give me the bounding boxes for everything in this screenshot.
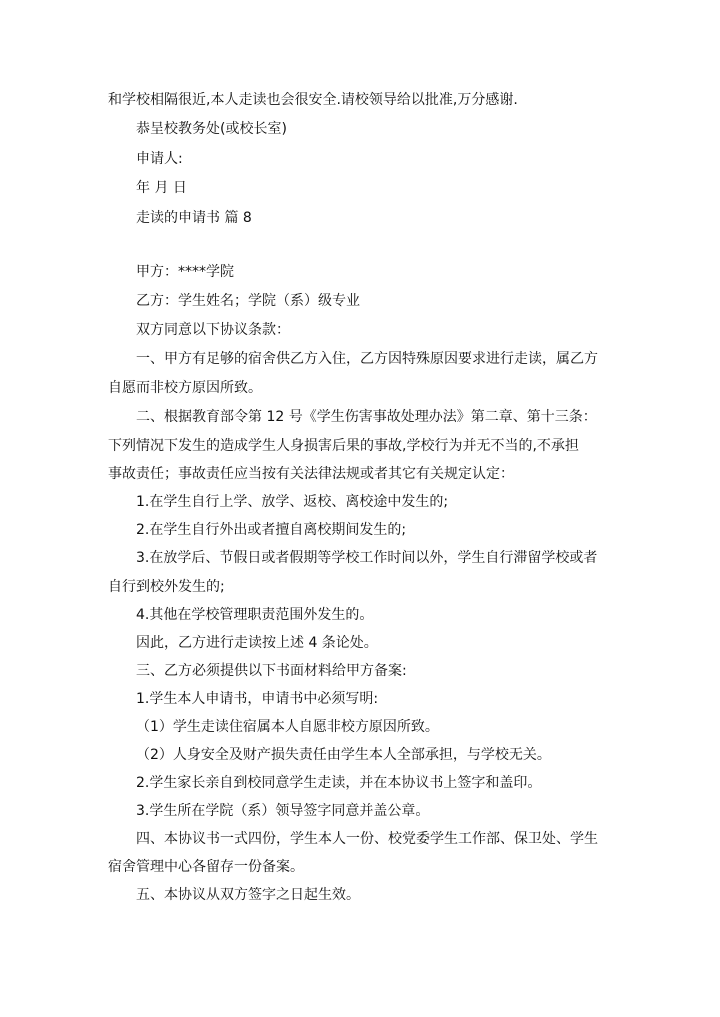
text-line: 2.学生家长亲自到校同意学生走读，并在本协议书上签字和盖印。: [136, 775, 542, 791]
text-line: 4.其他在学校管理职责范围外发生的。: [136, 607, 374, 623]
text-line: 1.在学生自行上学、放学、返校、离校途中发生的;: [136, 494, 449, 510]
text-line: 3.学生所在学院（系）领导签字同意并盖公章。: [136, 803, 430, 819]
text-line: （1）学生走读住宿属本人自愿非校方原因所致。: [136, 719, 439, 735]
text-line: 1.学生本人申请书，申请书中必须写明:: [136, 691, 379, 707]
text-line: 申请人:: [136, 151, 183, 167]
text-line: 自行到校外发生的;: [108, 579, 225, 595]
text-line: 3.在放学后、节假日或者假期等学校工作时间以外，学生自行滞留学校或者: [136, 550, 598, 566]
text-line: 双方同意以下协议条款：: [136, 322, 290, 338]
text-line: 宿舍管理中心各留存一份备案。: [108, 859, 304, 875]
text-line: 二、根据教育部令第 12 号《学生伤害事故处理办法》第二章、第十三条：: [136, 409, 597, 425]
text-line: 三、乙方必须提供以下书面材料给甲方备案:: [136, 663, 407, 679]
text-line: （2）人身安全及财产损失责任由学生本人全部承担，与学校无关。: [136, 747, 551, 763]
text-line: 四、本协议书一式四份，学生本人一份、校党委学生工作部、保卫处、学生: [136, 831, 598, 847]
text-line: 恭呈校教务处(或校长室): [136, 121, 287, 137]
text-line: 下列情况下发生的造成学生人身损害后果的事故,学校行为并无不当的,不承担: [108, 438, 579, 454]
text-line: 事故责任；事故责任应当按有关法律法规或者其它有关规定认定：: [108, 466, 514, 482]
text-line: 和学校相隔很近,本人走读也会很安全.请校领导给以批准,万分感谢.: [108, 92, 518, 108]
text-line: 年 月 日: [136, 180, 187, 196]
text-line: 自愿而非校方原因所致。: [108, 380, 262, 396]
text-line: 甲方：****学院: [136, 264, 234, 280]
section-title: 走读的申请书 篇 8: [136, 210, 252, 226]
text-line: 五、本协议从双方签字之日起生效。: [136, 887, 360, 903]
text-line: 乙方：学生姓名；学院（系）级专业: [136, 293, 360, 309]
text-line: 因此，乙方进行走读按上述 4 条论处。: [136, 635, 378, 651]
text-line: 一、甲方有足够的宿舍供乙方入住，乙方因特殊原因要求进行走读，属乙方: [136, 351, 598, 367]
text-line: 2.在学生自行外出或者擅自离校期间发生的;: [136, 522, 407, 538]
